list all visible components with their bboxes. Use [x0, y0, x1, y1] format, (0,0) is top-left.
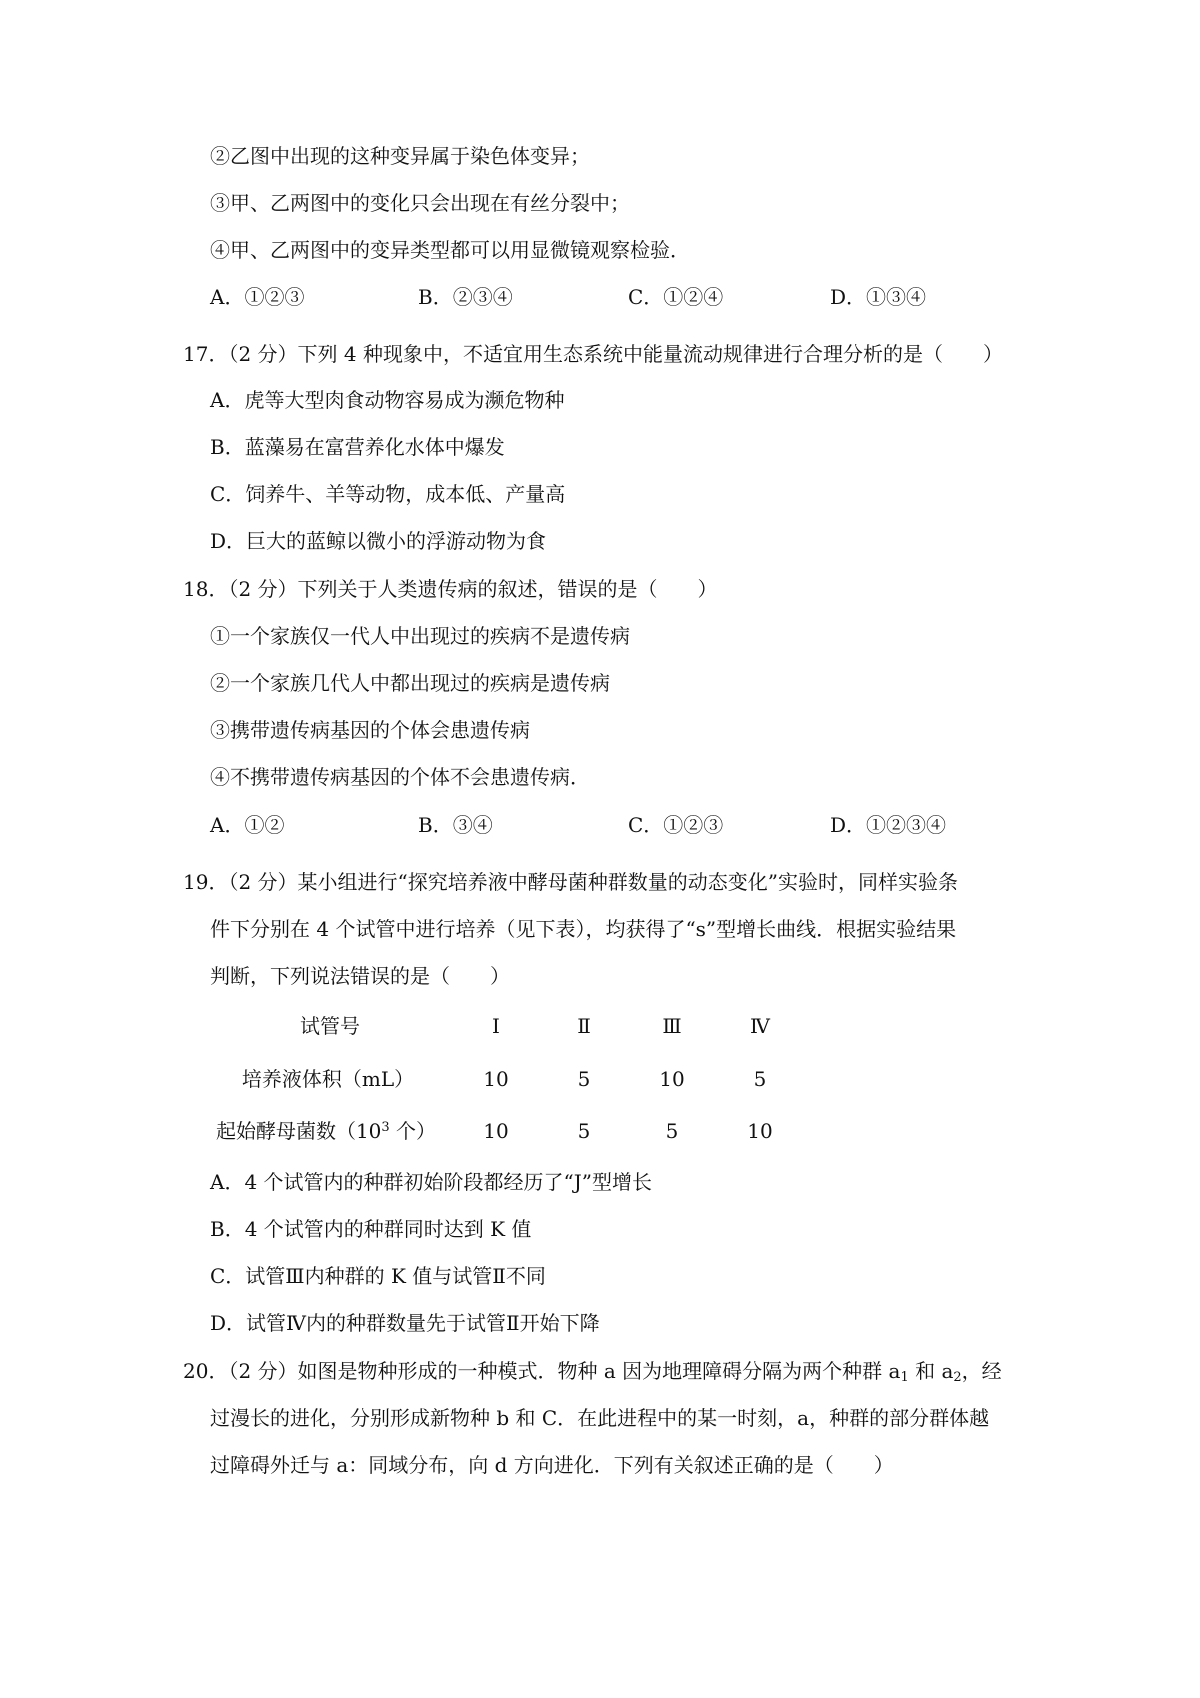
q18-option-d: D．①②③④ — [830, 813, 947, 837]
q16-option-b: B．②③④ — [418, 285, 513, 309]
q17-option-b: B．蓝藻易在富营养化水体中爆发 — [210, 435, 505, 459]
q18-option-a: A．①② — [210, 813, 285, 837]
q19-option-c: C．试管Ⅲ内种群的 K 值与试管Ⅱ不同 — [210, 1264, 546, 1288]
q17-option-a: A．虎等大型肉食动物容易成为濒危物种 — [210, 388, 565, 412]
table-row-yeast-count-label: 起始酵母菌数（$10^3$ 个） — [215, 1119, 437, 1143]
q17-option-c: C．饲养牛、羊等动物，成本低、产量高 — [210, 482, 566, 506]
q20-stem-line-3: 过障碍外迁与 a：同域分布，向 d 方向进化．下列有关叙述正确的是（ ） — [210, 1453, 894, 1477]
table-cell: 10 — [659, 1067, 685, 1091]
table-cell: 5 — [665, 1119, 679, 1143]
table-cell: 5 — [577, 1067, 591, 1091]
table-cell: 5 — [753, 1067, 767, 1091]
q16-statement-2: ②乙图中出现的这种变异属于染色体变异； — [210, 144, 590, 168]
q18-statement-3: ③携带遗传病基因的个体会患遗传病 — [210, 718, 530, 742]
table-cell: 10 — [483, 1119, 509, 1143]
table-cell: 10 — [747, 1119, 773, 1143]
q18-option-b: B．③④ — [418, 813, 493, 837]
q19-option-d: D．试管Ⅳ内的种群数量先于试管Ⅱ开始下降 — [210, 1311, 600, 1335]
table-cell: 10 — [483, 1067, 509, 1091]
q18-option-c: C．①②③ — [628, 813, 724, 837]
q18-statement-4: ④不携带遗传病基因的个体不会患遗传病． — [210, 765, 590, 789]
table-header-tube-2: Ⅱ — [577, 1014, 591, 1038]
q16-option-a: A．①②③ — [210, 285, 305, 309]
q19-stem-line-1: 19．（2 分）某小组进行“探究培养液中酵母菌种群数量的动态变化”实验时，同样实验条 — [183, 870, 958, 894]
q20-stem-line-2: 过漫长的进化，分别形成新物种 b 和 C．在此进程中的某一时刻，a，种群的部分群体越 — [210, 1406, 990, 1430]
q20-stem-line-1: 20．（2 分）如图是物种形成的一种模式．物种 a 因为地理障碍分隔为两个种群 $a_1$ 和 $a_2$，经 — [183, 1359, 1002, 1385]
table-header-tube-1: Ⅰ — [492, 1014, 500, 1038]
q18-stem: 18．（2 分）下列关于人类遗传病的叙述，错误的是（ ） — [183, 577, 718, 601]
q16-statement-3: ③甲、乙两图中的变化只会出现在有丝分裂中； — [210, 191, 630, 215]
table-header-tube-3: Ⅲ — [662, 1014, 682, 1038]
q19-stem-line-3: 判断，下列说法错误的是（ ） — [210, 964, 510, 988]
table-header-tube-number: 试管号 — [300, 1014, 360, 1038]
q19-stem-line-2: 件下分别在 4 个试管中进行培养（见下表），均获得了“s”型增长曲线．根据实验结果 — [210, 917, 957, 941]
q17-option-d: D．巨大的蓝鲸以微小的浮游动物为食 — [210, 529, 547, 553]
table-header-tube-4: Ⅳ — [750, 1014, 770, 1038]
q16-option-c: C．①②④ — [628, 285, 724, 309]
q16-statement-4: ④甲、乙两图中的变异类型都可以用显微镜观察检验． — [210, 238, 690, 262]
q17-stem: 17．（2 分）下列 4 种现象中，不适宜用生态系统中能量流动规律进行合理分析的是（ ） — [183, 342, 1003, 366]
q18-statement-1: ①一个家族仅一代人中出现过的疾病不是遗传病 — [210, 624, 630, 648]
q18-statement-2: ②一个家族几代人中都出现过的疾病是遗传病 — [210, 671, 610, 695]
q19-option-a: A．4 个试管内的种群初始阶段都经历了“J”型增长 — [210, 1170, 652, 1194]
table-cell: 5 — [577, 1119, 591, 1143]
q19-option-b: B．4 个试管内的种群同时达到 K 值 — [210, 1217, 532, 1241]
q16-option-d: D．①③④ — [830, 285, 927, 309]
table-row-volume-label: 培养液体积（mL） — [241, 1067, 415, 1091]
